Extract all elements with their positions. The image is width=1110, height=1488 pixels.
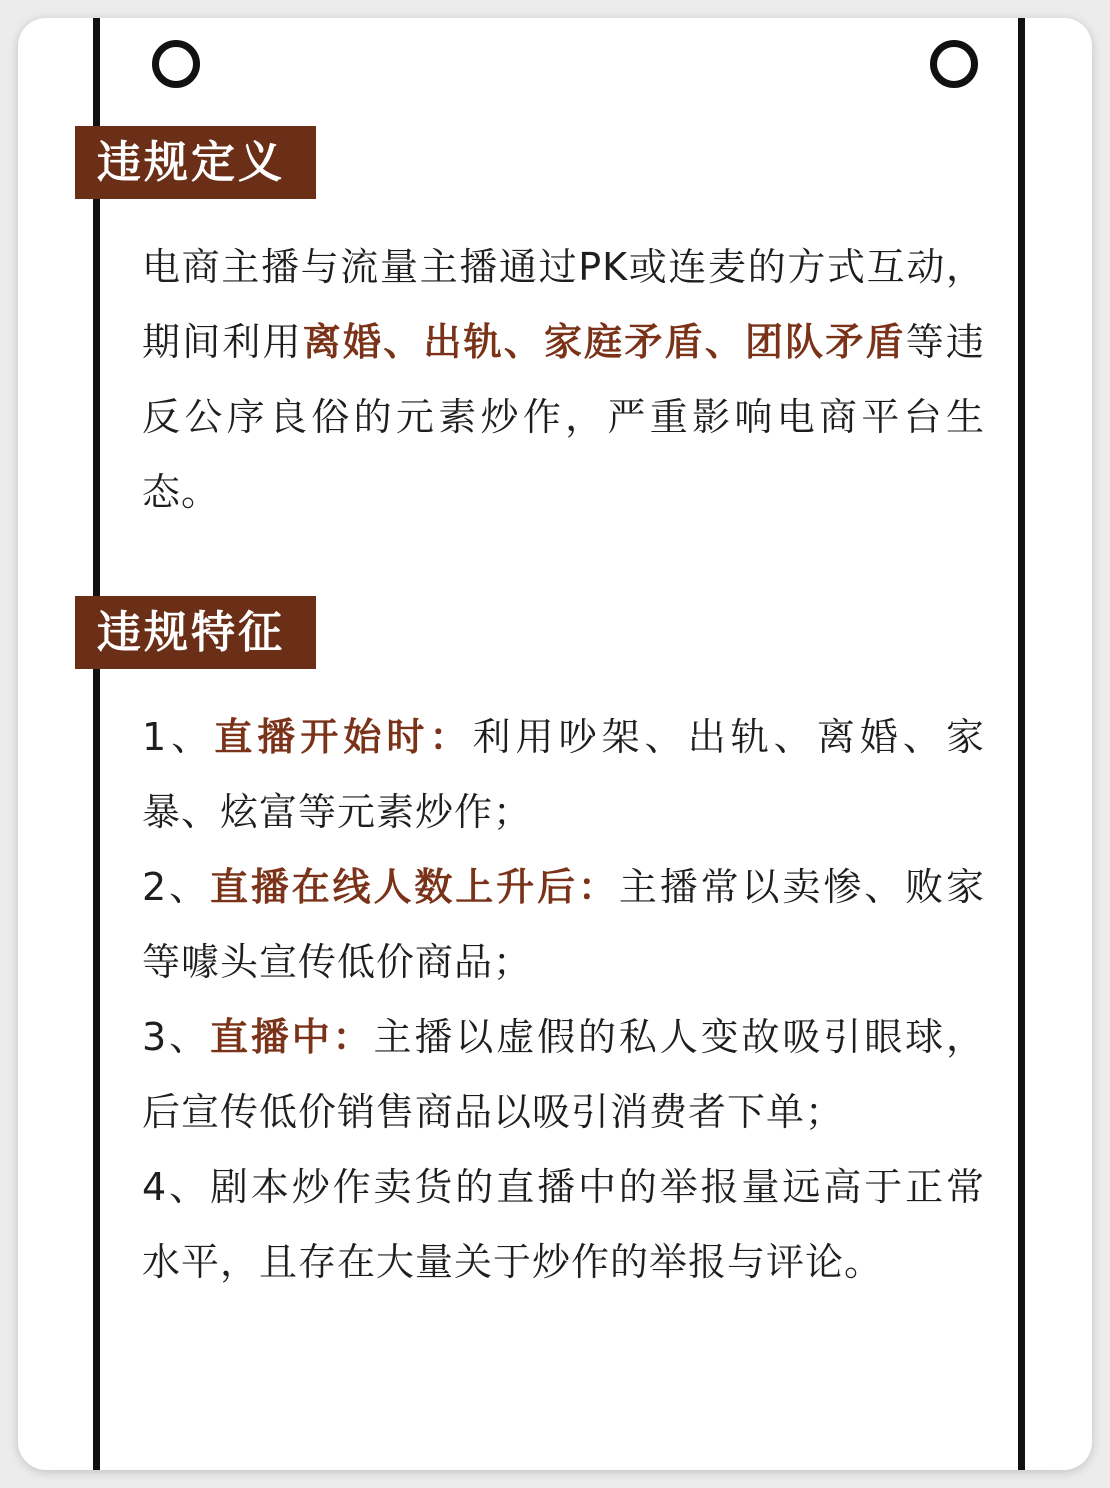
binder-ring-icon: [152, 40, 200, 88]
definition-title: 违规定义: [75, 126, 316, 199]
feature-highlight: 直播中：: [209, 1015, 374, 1059]
feature-text: 剧本炒作卖货的直播中的举报量远高于正常水平，且存在大量关于炒作的举报与评论。: [142, 1165, 985, 1284]
feature-number: 1、: [142, 715, 215, 759]
feature-text: 利用吵架、出轨、离婚、家暴、炫富等元素炒作；: [142, 715, 985, 834]
feature-highlight: 直播在线人数上升后：: [209, 865, 619, 909]
definition-text-part1: 电商主播与流量主播通过PK或连麦的方式互动，期间利用: [142, 245, 985, 364]
feature-text: 主播以虚假的私人变故吸引眼球，后宣传低价销售商品以吸引消费者下单；: [142, 1015, 985, 1134]
feature-item: [142, 1150, 985, 1300]
feature-highlight: 直播开始时：: [214, 715, 473, 759]
definition-highlight: 离婚、出轨、家庭矛盾、团队矛盾: [302, 320, 906, 364]
feature-item: [142, 700, 985, 850]
features-list: [142, 700, 985, 1300]
definition-text-part2: 等违反公序良俗的元素炒作，严重影响电商平台生态。: [142, 320, 985, 514]
feature-item: [142, 1000, 985, 1150]
definition-text: [142, 230, 985, 530]
feature-number: 3、: [142, 1015, 210, 1059]
feature-text: 主播常以卖惨、败家等噱头宣传低价商品；: [142, 865, 985, 984]
binder-ring-icon: [930, 40, 978, 88]
feature-item: [142, 850, 985, 1000]
features-title: 违规特征: [75, 596, 316, 669]
feature-number: 2、: [142, 865, 210, 909]
feature-number: 4、: [142, 1165, 210, 1209]
content-card: [18, 18, 1092, 1470]
